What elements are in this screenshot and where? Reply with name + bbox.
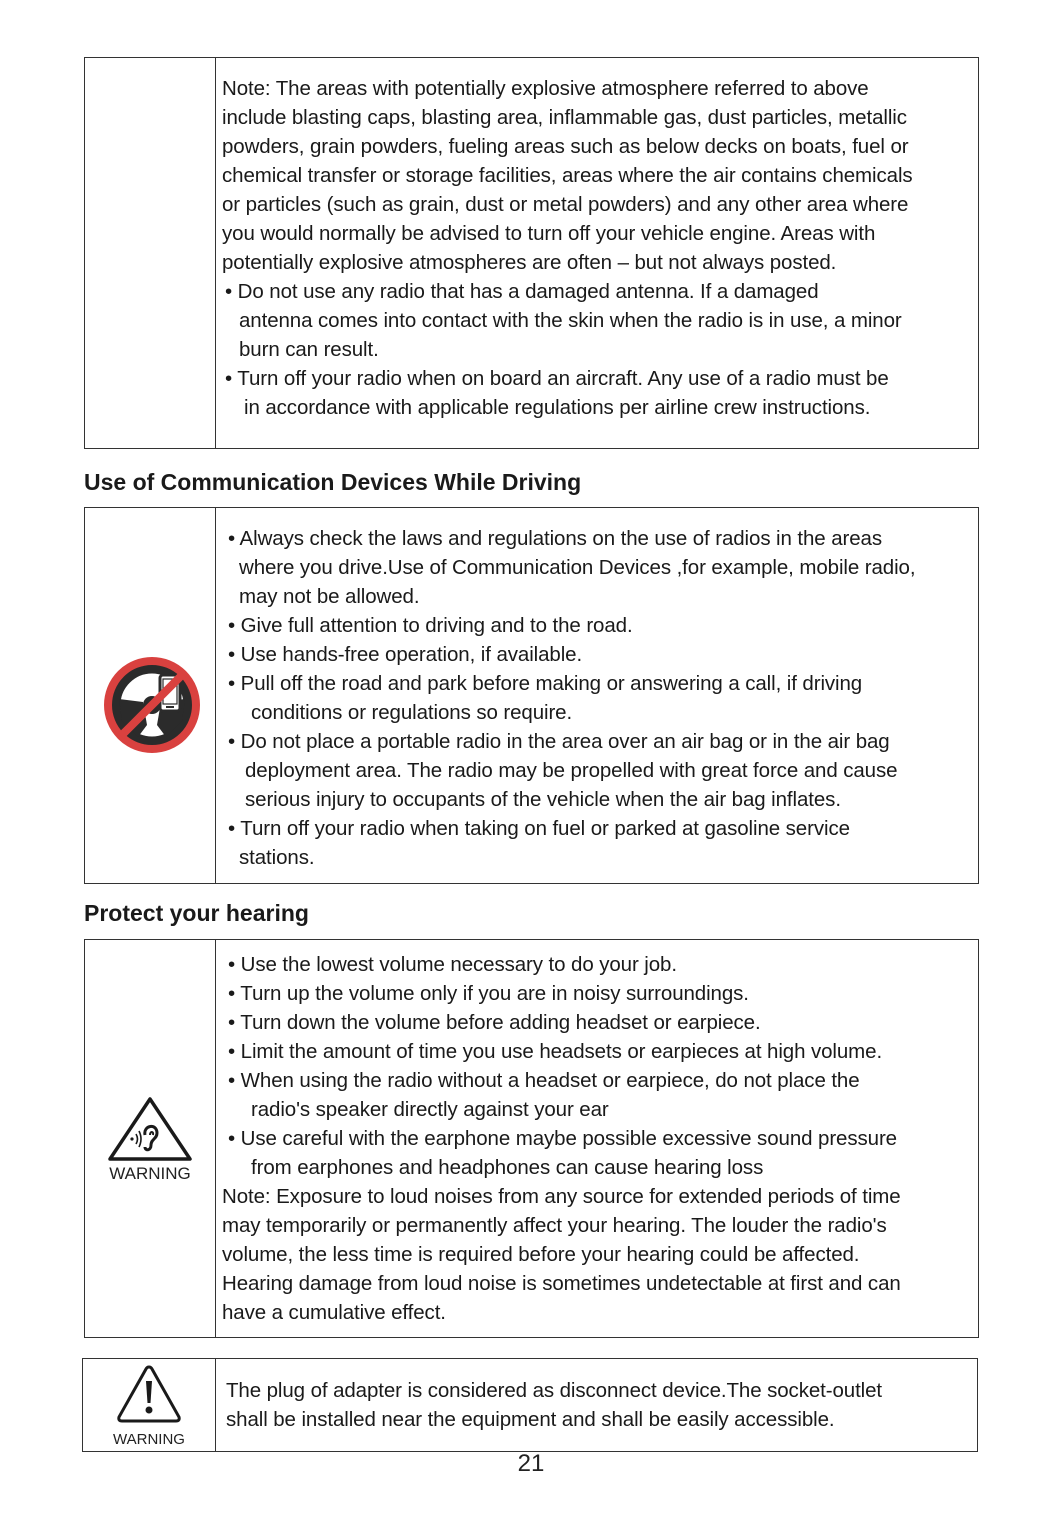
hearing-warning-icon bbox=[105, 1095, 195, 1165]
text-line: you would normally be advised to turn off your vehicle engine. Areas with bbox=[222, 222, 876, 245]
text-line: may temporarily or permanently affect your hearing. The louder the radio's bbox=[222, 1214, 887, 1237]
text-line: potentially explosive atmospheres are often – but not always posted. bbox=[222, 251, 837, 274]
text-line: include blasting caps, blasting area, inflammable gas, dust particles, metallic bbox=[222, 106, 907, 129]
warning-label: WARNING bbox=[113, 1431, 185, 1448]
bullet-item: • Turn down the volume before adding headset or earpiece. bbox=[228, 1011, 761, 1034]
icon-column bbox=[85, 508, 216, 883]
text-line: Note: The areas with potentially explosive atmosphere referred to above bbox=[222, 77, 869, 100]
text-line: burn can result. bbox=[239, 338, 379, 361]
bullet-item: • Always check the laws and regulations on the use of radios in the areas bbox=[228, 527, 882, 550]
text-line: deployment area. The radio may be propelled with great force and cause bbox=[245, 759, 898, 782]
text-line: where you drive.Use of Communication Devices ,for example, mobile radio, bbox=[239, 556, 916, 579]
bullet-item: • Give full attention to driving and to the road. bbox=[228, 614, 633, 637]
text-line: powders, grain powders, fueling areas such as below decks on boats, fuel or bbox=[222, 135, 909, 158]
bullet-item: • Use hands-free operation, if available. bbox=[228, 643, 583, 666]
text-line: radio's speaker directly against your ear bbox=[251, 1098, 609, 1121]
text-column bbox=[216, 940, 978, 1337]
icon-column bbox=[83, 1359, 216, 1451]
hearing-box bbox=[84, 939, 979, 1338]
text-line: serious injury to occupants of the vehicle when the air bag inflates. bbox=[245, 788, 841, 811]
warning-label: WARNING bbox=[109, 1164, 191, 1183]
section-heading-driving: Use of Communication Devices While Driving bbox=[84, 469, 582, 495]
text-line: shall be installed near the equipment and shall be easily accessible. bbox=[226, 1408, 835, 1431]
text-line: stations. bbox=[239, 846, 315, 869]
text-line: The plug of adapter is considered as disconnect device.The socket-outlet bbox=[226, 1379, 883, 1402]
text-column bbox=[216, 508, 978, 883]
exclamation-warning-icon bbox=[114, 1363, 184, 1425]
text-line: Note: Exposure to loud noises from any source for extended periods of time bbox=[222, 1185, 901, 1208]
section-heading-hearing: Protect your hearing bbox=[84, 900, 309, 926]
bullet-item: • Turn off your radio when taking on fuel or parked at gasoline service bbox=[228, 817, 850, 840]
bullet-item: • Turn up the volume only if you are in noisy surroundings. bbox=[228, 982, 749, 1005]
bullet-item: • When using the radio without a headset or earpiece, do not place the bbox=[228, 1069, 860, 1092]
bullet-item: • Use the lowest volume necessary to do your job. bbox=[228, 953, 677, 976]
driving-box bbox=[84, 507, 979, 884]
bullet-item: • Limit the amount of time you use headsets or earpieces at high volume. bbox=[228, 1040, 883, 1063]
text-line: conditions or regulations so require. bbox=[251, 701, 573, 724]
text-line: volume, the less time is required before your hearing could be affected. bbox=[222, 1243, 860, 1266]
bullet-item: • Turn off your radio when on board an aircraft. Any use of a radio must be bbox=[225, 367, 889, 390]
bullet-item: • Pull off the road and park before making or answering a call, if driving bbox=[228, 672, 863, 695]
adapter-warning-box bbox=[82, 1358, 978, 1452]
no-phone-while-driving-icon bbox=[102, 655, 202, 755]
bullet-item: • Do not use any radio that has a damaged antenna. If a damaged bbox=[225, 280, 819, 303]
text-line: in accordance with applicable regulations per airline crew instructions. bbox=[244, 396, 871, 419]
icon-column bbox=[85, 58, 216, 448]
text-column bbox=[216, 1359, 977, 1451]
icon-column bbox=[85, 940, 216, 1337]
text-line: antenna comes into contact with the skin when the radio is in use, a minor bbox=[239, 309, 902, 332]
bullet-item: • Do not place a portable radio in the area over an air bag or in the air bag bbox=[228, 730, 890, 753]
explosive-atmosphere-box bbox=[84, 57, 979, 449]
text-line: may not be allowed. bbox=[239, 585, 420, 608]
text-line: chemical transfer or storage facilities, areas where the air contains chemicals bbox=[222, 164, 913, 187]
page-number: 21 bbox=[517, 1450, 545, 1477]
text-line: have a cumulative effect. bbox=[222, 1301, 446, 1324]
text-column bbox=[216, 58, 978, 448]
text-line: or particles (such as grain, dust or metal powders) and any other area where bbox=[222, 193, 909, 216]
text-line: Hearing damage from loud noise is sometimes undetectable at first and can bbox=[222, 1272, 901, 1295]
bullet-item: • Use careful with the earphone maybe possible excessive sound pressure bbox=[228, 1127, 897, 1150]
text-line: from earphones and headphones can cause hearing loss bbox=[251, 1156, 764, 1179]
